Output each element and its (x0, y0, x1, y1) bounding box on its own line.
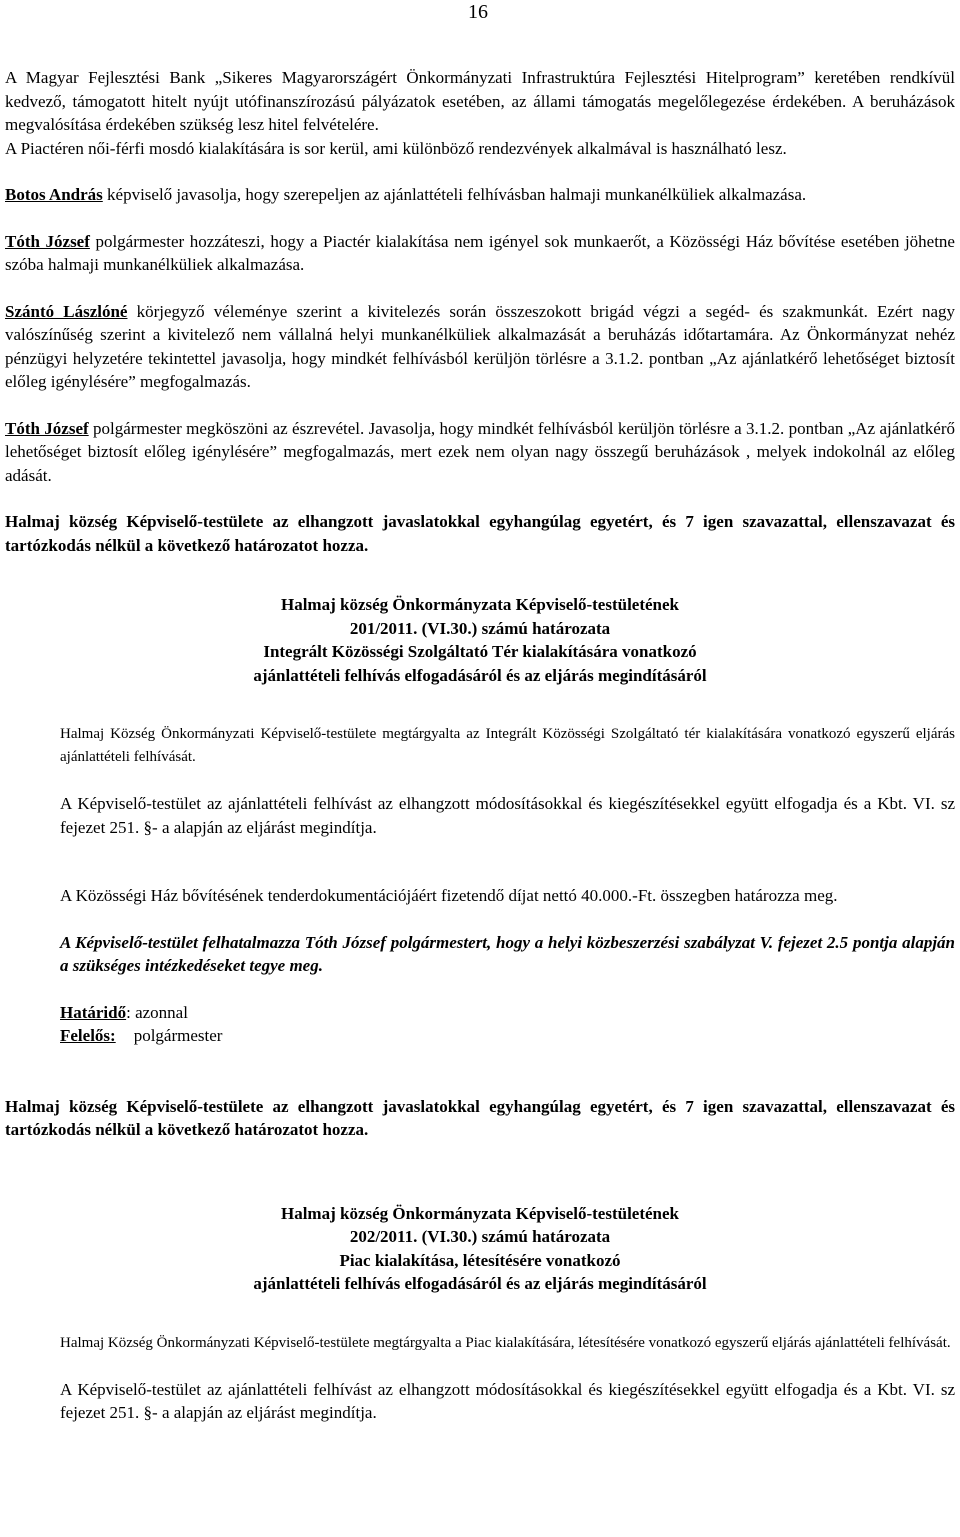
paragraph-market-restroom: A Piactéren női-férfi mosdó kialakítására is sor kerül, ami különböző rendezvények alkalmával is használható lesz. (5, 138, 787, 158)
deadline-value: azonnal (135, 1002, 188, 1022)
speaker-text: képviselő javasolja, hogy szerepeljen az ajánlattételi felhívásban halmaji munkanélküliek alkalmazása. (102, 185, 807, 204)
resolution-202-body (5, 1332, 955, 1425)
speaker-text: polgármester hozzáteszi, hogy a Piactér kialakítása nem igényel sok munkaerőt, a Közösségi Ház bővítése esetében jöhetne szóba halmaji munkanélküliek alkalmazása. (5, 231, 955, 274)
resolution-201-body (5, 723, 955, 1048)
paragraph-toth-1 (5, 230, 955, 277)
speaker-text: polgármester megköszöni az észrevétel. Javasolja, hogy mindkét felhívásból kerüljön törlésre a 3.1.2. pontban „Az ajánlatkérő lehetőséget biztosít előleg igénylésére” megfogalmazás, mert ezek nem olyan nagy összegű beruházások , melyek indokolnál az előleg adását. (5, 418, 955, 485)
speaker-name: Botos András (5, 185, 103, 204)
resolution-number: 201/2011. (VI.30.) számú határozata (349, 618, 611, 638)
resolution-201-header (5, 593, 955, 687)
resolution-text: Halmaj Község Önkormányzati Képviselő-testülete megtárgyalta az Integrált Közösségi Szolgáltató tér kialakítására vonatkozó egyszerű eljárás ajánlattételi felhívását. (60, 726, 955, 765)
resolution-subject: Integrált Közösségi Szolgáltató Tér kialakítására vonatkozó (263, 642, 697, 661)
speaker-name: Tóth József (5, 418, 89, 438)
speaker-name: Tóth József (5, 231, 90, 251)
paragraph-szanto (5, 300, 955, 394)
responsible-row (60, 1024, 955, 1048)
deadline-row (60, 1001, 955, 1025)
resolution-text: A Képviselő-testület az ajánlattételi felhívást az elhangzott módosításokkal és kiegészítésekkel együtt elfogadja és a Kbt. VI. sz fejezet 251. §- a alapján az eljárást megindítja. (60, 794, 955, 837)
resolution-subject: Piac kialakítása, létesítésére vonatkozó (339, 1250, 621, 1270)
resolution-subject: ajánlattételi felhívás elfogadásáról és az eljárás megindításáról (253, 665, 707, 685)
resolution-text: A Közösségi Ház bővítésének tenderdokumentációjáért fizetendő díjat nettó 40.000.-Ft. összegben határozza meg. (60, 886, 838, 905)
responsible-value: polgármester (133, 1026, 223, 1045)
paragraph-toth-2 (5, 417, 955, 488)
speaker-name: Szántó Lászlóné (5, 301, 128, 321)
deadline-separator: : (126, 1002, 136, 1022)
vote-statement-2: Halmaj község Képviselő-testülete az elhangzott javaslatokkal egyhangúlag egyetért, és 7 igen szavazattal, ellenszavazat és tartózkodás nélkül a következő határozatot hozza. (5, 1096, 955, 1139)
resolution-number: 202/2011. (VI.30.) számú határozata (349, 1227, 611, 1246)
deadline-label: Határidő (60, 1002, 127, 1022)
resolution-subject: ajánlattételi felhívás elfogadásáról és az eljárás megindításáról (253, 1274, 707, 1293)
resolution-text: Halmaj Község Önkormányzati Képviselő-testülete megtárgyalta a Piac kialakítására, létesítésére vonatkozó egyszerű eljárás ajánlattételi felhívását. (60, 1334, 951, 1351)
resolution-text: A Képviselő-testület felhatalmazza Tóth József polgármestert, hogy a helyi közbeszerzési szabályzat V. fejezet 2.5 pontja alapján a szükséges intézkedéseket tegye meg. (60, 932, 955, 975)
responsible-label: Felelős: (60, 1026, 116, 1045)
resolution-202-header (5, 1202, 955, 1296)
paragraph-bank-credit: A Magyar Fejlesztési Bank „Sikeres Magyarországért Önkormányzati Infrastruktúra Fejlesztési Hitelprogram” keretében rendkívül kedvező, támogatott hitelt nyújt utófinanszírozású pályázatok esetében, az állami támogatás megelőlegezése érdekében. A beruházások megvalósítása érdekében szükség lesz hitel felvételére. (5, 68, 955, 134)
vote-statement-1: Halmaj község Képviselő-testülete az elhangzott javaslatokkal egyhangúlag egyetért, és 7 igen szavazattal, ellenszavazat és tartózkodás nélkül a következő határozatot hozza. (5, 512, 955, 555)
paragraph-botos (5, 183, 955, 207)
page-number: 16 (468, 1, 488, 23)
speaker-text: körjegyző véleménye szerint a kivitelezés során összeszokott brigád végzi a segéd- és szakmunkát. Ezért nagy valószínűség szerint a kivitelező nem vállalná helyi munkanélküliek alkalmazását a beruházás időtartamára. Az Önkormányzat nehéz pénzügyi helyzetére tekintettel javasolja, hogy mindkét felhívásból kerüljön törlésre a 3.1.2. pontban „Az ajánlatkérő lehetőséget biztosít előleg igénylésére” megfogalmazás. (5, 301, 955, 391)
resolution-heading-line: Halmaj község Önkormányzata Képviselő-testületének (280, 595, 680, 614)
document-body (5, 66, 955, 1425)
resolution-text: A Képviselő-testület az ajánlattételi felhívást az elhangzott módosításokkal és kiegészítésekkel együtt elfogadja és a Kbt. VI. sz fejezet 251. §- a alapján az eljárást megindítja. (60, 1379, 955, 1422)
resolution-heading-line: Halmaj község Önkormányzata Képviselő-testületének (280, 1203, 680, 1223)
